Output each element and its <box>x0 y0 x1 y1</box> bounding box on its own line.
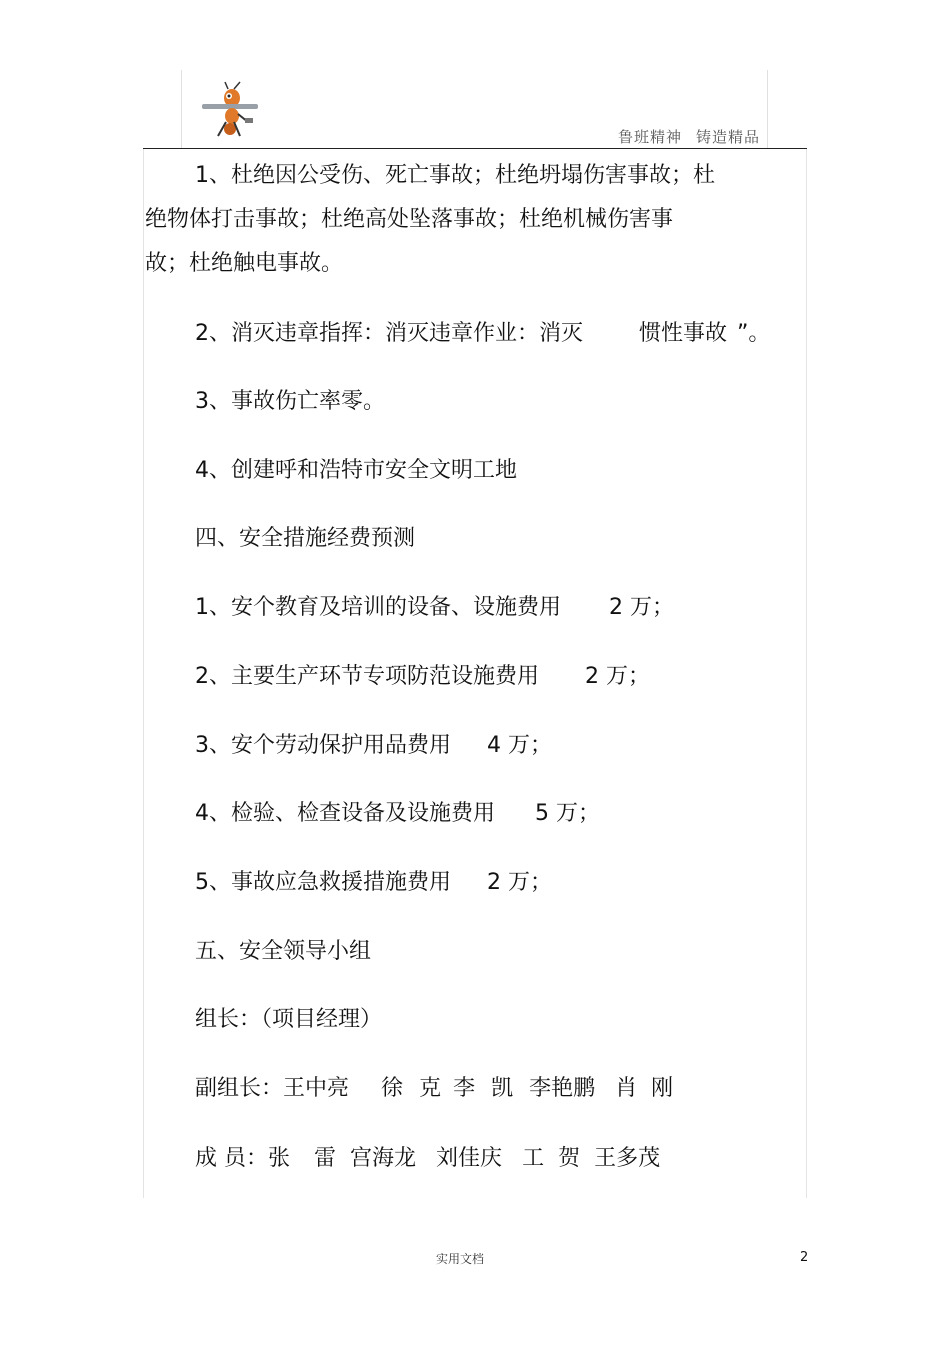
members-label: 成 员： <box>195 1146 268 1171</box>
cost-amount: 2 万； <box>585 664 650 689</box>
member-name: 王多茂 <box>594 1146 661 1171</box>
ant-mascot-logo <box>198 78 262 142</box>
goal-item-2-part-b: 惯性事故 <box>639 321 728 346</box>
deputy-name: 刚 <box>651 1076 674 1101</box>
goal-item-2-part-c: ”。 <box>737 321 771 346</box>
deputy-name: 徐 <box>381 1076 404 1101</box>
deputy-name: 凯 <box>491 1076 514 1101</box>
footer-label: 实用文档 <box>436 1252 485 1266</box>
members-line <box>195 1144 660 1174</box>
header-slogan <box>618 126 760 147</box>
deputy-name: 李艳鹏 <box>529 1076 596 1101</box>
deputy-leaders-line <box>195 1074 673 1104</box>
member-name: 雷 <box>314 1146 337 1171</box>
page-frame-left <box>143 148 144 1198</box>
goal-item-2 <box>195 319 770 349</box>
page-number: 2 <box>800 1250 809 1265</box>
goal-item-1-line-1: 1、杜绝因公受伤、死亡事故；杜绝坍塌伤害事故；杜 <box>195 163 715 188</box>
deputy-name: 克 <box>419 1076 442 1101</box>
cost-label: 3、安个劳动保护用品费用 <box>195 733 451 758</box>
deputy-name: 肖 <box>615 1076 638 1101</box>
goal-item-1-line-3: 故；杜绝触电事故。 <box>145 251 344 276</box>
member-name: 宫海龙 <box>350 1146 417 1171</box>
member-name: 刘佳庆 <box>436 1146 503 1171</box>
cost-item-4 <box>195 799 600 829</box>
cost-item-5 <box>195 868 552 898</box>
goal-item-4: 4、创建呼和浩特市安全文明工地 <box>195 458 517 483</box>
cost-label: 5、事故应急救援措施费用 <box>195 870 451 895</box>
cost-amount: 2 万； <box>609 595 674 620</box>
header-divider <box>143 148 807 149</box>
cost-label: 1、安个教育及培训的设备、设施费用 <box>195 595 561 620</box>
deputy-label: 副组长： <box>195 1076 284 1101</box>
slogan-left: 鲁班精神 <box>618 128 683 146</box>
cost-label: 2、主要生产环节专项防范设施费用 <box>195 664 539 689</box>
member-name: 张 <box>268 1146 291 1171</box>
section-4-heading: 四、安全措施经费预测 <box>195 526 416 551</box>
leader-line: 组长：（项目经理） <box>195 1007 383 1032</box>
cost-label: 4、检验、检查设备及设施费用 <box>195 801 495 826</box>
member-name: 工 <box>522 1146 545 1171</box>
deputy-name: 李 <box>453 1076 476 1101</box>
cost-item-3 <box>195 731 552 761</box>
deputy-name: 王中亮 <box>283 1076 350 1101</box>
goal-item-3: 3、事故伤亡率零。 <box>195 389 385 414</box>
page-frame-right <box>806 148 807 1198</box>
cost-amount: 2 万； <box>487 870 552 895</box>
cost-item-2 <box>195 662 650 692</box>
cost-item-1 <box>195 593 674 623</box>
member-name: 贺 <box>558 1146 581 1171</box>
cost-amount: 4 万； <box>487 733 552 758</box>
slogan-right: 铸造精品 <box>696 128 761 146</box>
cost-amount: 5 万； <box>535 801 600 826</box>
goal-item-1-line-2: 绝物体打击事故；杜绝高处坠落事故；杜绝机械伤害事 <box>145 207 674 232</box>
section-5-heading: 五、安全领导小组 <box>195 939 372 964</box>
goal-item-2-part-a: 2、消灭违章指挥：消灭违章作业：消灭 <box>195 321 583 346</box>
